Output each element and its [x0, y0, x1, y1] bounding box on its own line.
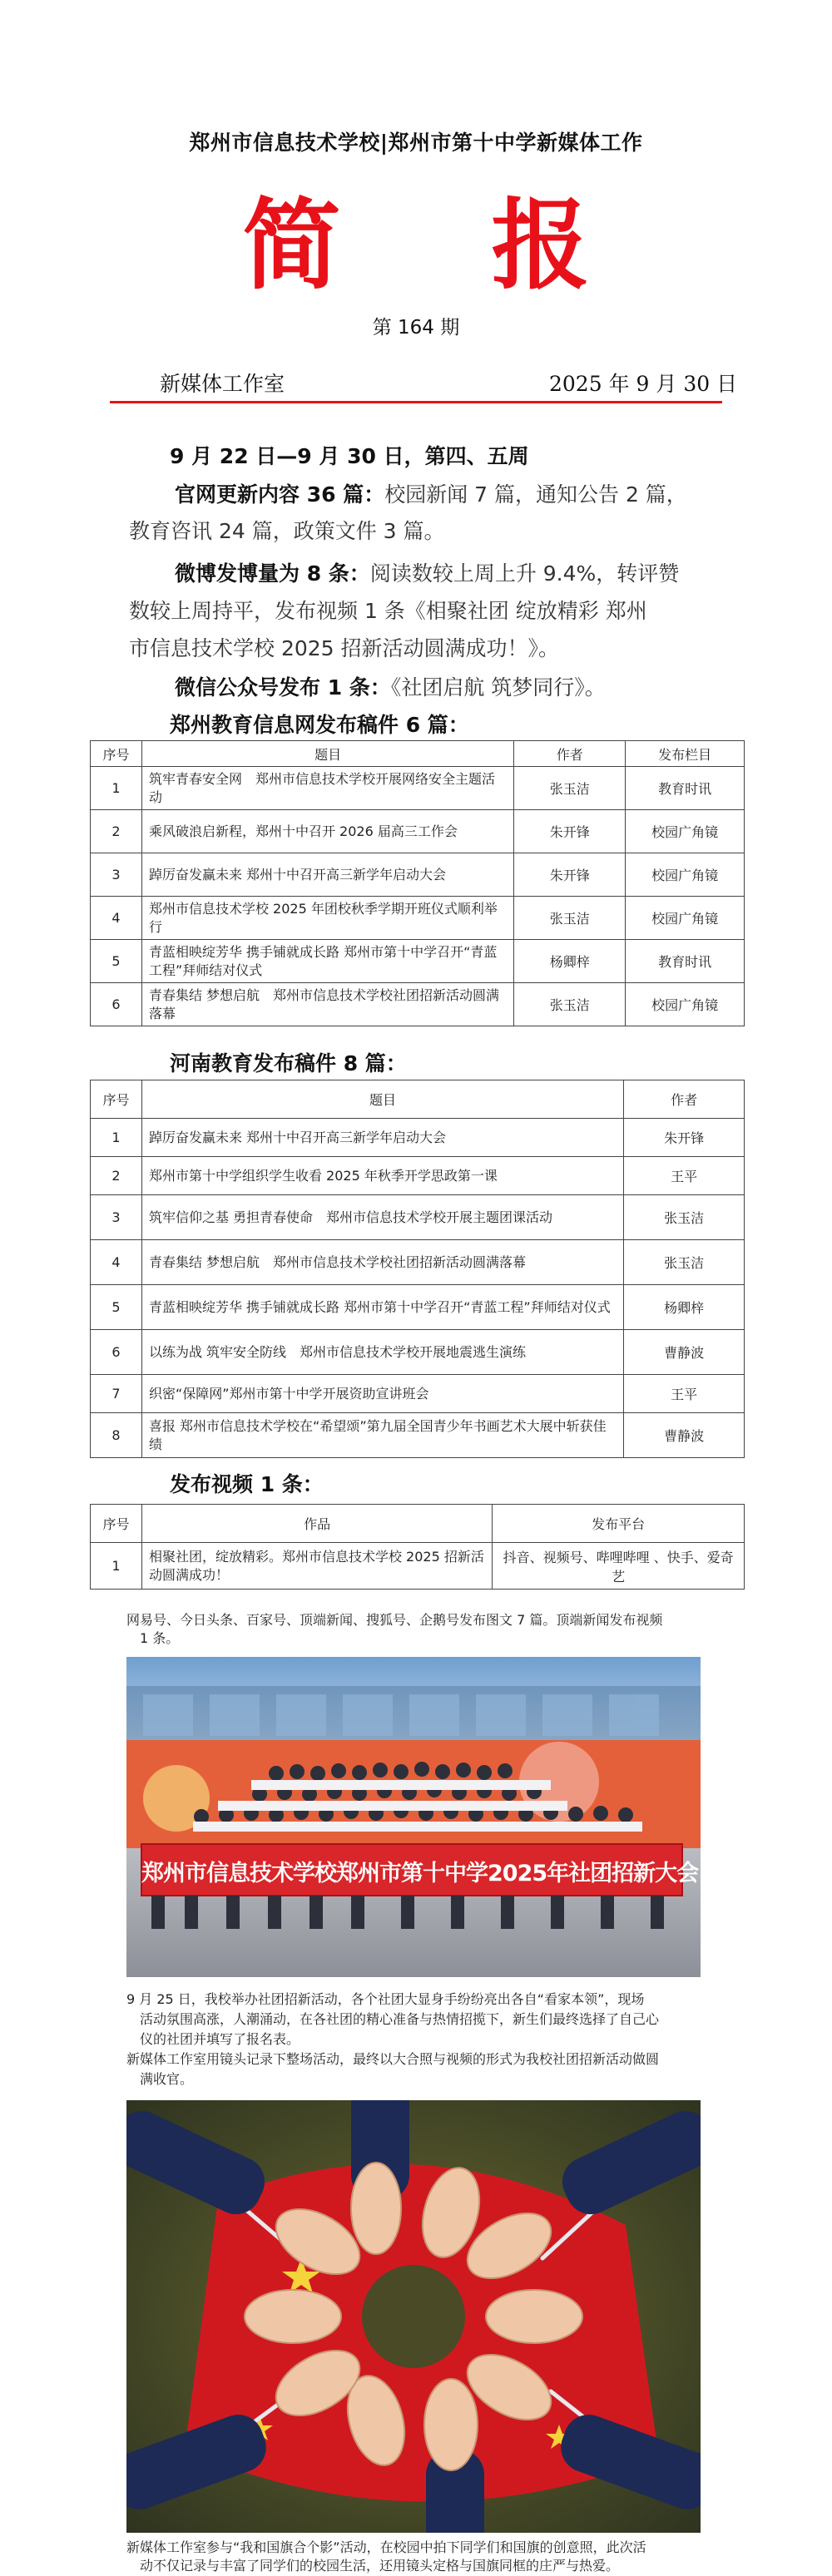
row-author: 王平 — [624, 1157, 745, 1195]
row-title: 织密“保障网”郑州市第十中学开展资助宣讲班会 — [141, 1375, 623, 1413]
flag-hands-photo — [126, 2100, 701, 2533]
org-header: 郑州市信息技术学校|郑州市第十中学新媒体工作 — [189, 131, 643, 155]
row-author: 张玉洁 — [624, 1240, 745, 1285]
group-photo-illustration — [126, 1657, 701, 1977]
header-divider — [110, 401, 722, 403]
section1-table — [90, 740, 745, 1026]
caption1-line-5: 满收官。 — [140, 2071, 194, 2087]
row-number: 7 — [91, 1375, 142, 1413]
caption1-line-3: 仪的社团并填写了报名表。 — [140, 2031, 300, 2047]
table-row — [91, 1119, 745, 1157]
period-line: 9 月 22 日—9 月 30 日，第四、五周 — [170, 444, 529, 468]
row-title: 青春集结 梦想启航 郑州市信息技术学校社团招新活动圆满落幕 — [141, 1240, 623, 1285]
table-row — [91, 940, 745, 983]
row-column: 校园广角镜 — [626, 983, 745, 1026]
bulletin-title: 简 报 — [242, 187, 648, 303]
website-text-1: 校园新闻 7 篇，通知公告 2 篇， — [384, 482, 687, 507]
row-column: 教育时讯 — [626, 767, 745, 810]
row-title: 筑牢信仰之基 勇担青春使命 郑州市信息技术学校开展主题团课活动 — [141, 1195, 623, 1240]
row-number: 5 — [91, 1285, 142, 1330]
wechat-label: 微信公众号发布 1 条： — [175, 675, 391, 700]
table-row — [91, 1195, 745, 1240]
row-number: 6 — [91, 983, 142, 1026]
banner-text: 郑州市信息技术学校郑州市第十中学2025年社团招新大会 — [141, 1861, 699, 1886]
platforms-note-2: 1 条。 — [140, 1630, 180, 1646]
row-number: 4 — [91, 897, 142, 940]
row-title: 踔厉奋发赢未来 郑州十中召开高三新学年启动大会 — [141, 853, 513, 897]
row-column: 教育时讯 — [626, 940, 745, 983]
table-row — [91, 1413, 745, 1458]
weibo-text-2: 数较上周持平，发布视频 1 条《相聚社团 绽放精彩 郑州 — [129, 599, 647, 623]
issue-number: 第 164 期 — [372, 317, 460, 339]
table-header-row — [91, 1080, 745, 1119]
table-row — [91, 1240, 745, 1285]
row-title: 筑牢青春安全网 郑州市信息技术学校开展网络安全主题活动 — [141, 767, 513, 810]
table-header-row — [91, 741, 745, 767]
row-column: 校园广角镜 — [626, 810, 745, 853]
row-title: 郑州市第十中学组织学生收看 2025 年秋季开学思政第一课 — [141, 1157, 623, 1195]
row-number: 1 — [91, 767, 142, 810]
row-title: 青蓝相映绽芳华 携手铺就成长路 郑州市第十中学召开“青蓝工程”拜师结对仪式 — [141, 940, 513, 983]
col-header: 发布栏目 — [626, 741, 745, 767]
weibo-text-1: 阅读数较上周上升 9.4%，转评赞 — [369, 561, 680, 586]
col-header: 发布平台 — [493, 1505, 745, 1543]
weibo-label: 微博发博量为 8 条： — [175, 561, 370, 586]
row-title: 踔厉奋发赢未来 郑州十中召开高三新学年启动大会 — [141, 1119, 623, 1157]
table-row — [91, 1375, 745, 1413]
row-number: 6 — [91, 1330, 142, 1375]
section3-table — [90, 1504, 745, 1590]
row-author: 朱开锋 — [624, 1119, 745, 1157]
row-title: 青蓝相映绽芳华 携手铺就成长路 郑州市第十中学召开“青蓝工程”拜师结对仪式 — [141, 1285, 623, 1330]
row-author: 曹静波 — [624, 1413, 745, 1458]
row-author: 张玉洁 — [514, 983, 626, 1026]
section3-heading: 发布视频 1 条： — [170, 1472, 324, 1496]
table-row — [91, 983, 745, 1026]
table-row — [91, 810, 745, 853]
caption1-line-1: 9 月 25 日，我校举办社团招新活动，各个社团大显身手纷纷亮出各自“看家本领”，现场 — [126, 1991, 645, 2007]
table-row — [91, 1157, 745, 1195]
section1-heading: 郑州教育信息网发布稿件 6 篇： — [170, 713, 469, 737]
row-number: 4 — [91, 1240, 142, 1285]
row-title: 郑州市信息技术学校 2025 年团校秋季学期开班仪式顺利举行 — [141, 897, 513, 940]
row-number: 8 — [91, 1413, 142, 1458]
col-header: 序号 — [91, 1080, 142, 1119]
website-summary — [175, 481, 687, 509]
flag-hands-illustration — [126, 2100, 701, 2533]
col-header: 作者 — [624, 1080, 745, 1119]
row-number: 3 — [91, 853, 142, 897]
website-text-2: 教育咨讯 24 篇，政策文件 3 篇。 — [129, 519, 445, 543]
caption1-line-2: 活动氛围高涨，人潮涌动，在各社团的精心准备与热情招揽下，新生们最终选择了自己心 — [140, 2011, 660, 2027]
col-header: 作者 — [514, 741, 626, 767]
row-number: 2 — [91, 1157, 142, 1195]
row-title: 以练为战 筑牢安全防线 郑州市信息技术学校开展地震逃生演练 — [141, 1330, 623, 1375]
wechat-summary — [175, 674, 606, 702]
table-row — [91, 1330, 745, 1375]
row-title: 喜报 郑州市信息技术学校在“希望颂”第九届全国青少年书画艺术大展中斩获佳绩 — [141, 1413, 623, 1458]
table-row — [91, 853, 745, 897]
col-header: 序号 — [91, 741, 142, 767]
section2-table — [90, 1080, 745, 1458]
table-row — [91, 767, 745, 810]
row-author: 张玉洁 — [624, 1195, 745, 1240]
caption2-line-1: 新媒体工作室参与“我和国旗合个影”活动，在校园中拍下同学们和国旗的创意照，此次活 — [126, 2539, 646, 2555]
platforms-note-1: 网易号、今日头条、百家号、顶端新闻、搜狐号、企鹅号发布图文 7 篇。顶端新闻发布视频 — [126, 1612, 663, 1628]
col-header: 作品 — [141, 1505, 492, 1543]
publish-date: 2025 年 9 月 30 日 — [549, 372, 738, 396]
row-author: 张玉洁 — [514, 897, 626, 940]
row-number: 1 — [91, 1543, 142, 1590]
row-author: 朱开锋 — [514, 853, 626, 897]
col-header: 题目 — [141, 741, 513, 767]
row-column: 校园广角镜 — [626, 897, 745, 940]
col-header: 题目 — [141, 1080, 623, 1119]
row-platform: 抖音、视频号、哔哩哔哩 、快手、爱奇艺 — [493, 1543, 745, 1590]
row-number: 2 — [91, 810, 142, 853]
row-author: 曹静波 — [624, 1330, 745, 1375]
caption2-line-2: 动不仅记录与丰富了同学们的校园生活，还用镜头定格与国旗同框的庄严与热爱。 — [140, 2558, 620, 2574]
caption1-line-4: 新媒体工作室用镜头记录下整场活动，最终以大合照与视频的形式为我校社团招新活动做圆 — [126, 2051, 660, 2067]
section2-heading: 河南教育发布稿件 8 篇： — [170, 1051, 407, 1075]
office-name: 新媒体工作室 — [160, 372, 285, 396]
table-header-row — [91, 1505, 745, 1543]
row-title: 乘风破浪启新程，郑州十中召开 2026 届高三工作会 — [141, 810, 513, 853]
wechat-text: 《社团启航 筑梦同行》。 — [390, 675, 606, 700]
website-label: 官网更新内容 36 篇： — [175, 482, 385, 507]
weibo-summary — [175, 560, 679, 588]
row-author: 杨卿梓 — [624, 1285, 745, 1330]
row-author: 王平 — [624, 1375, 745, 1413]
weibo-text-3: 市信息技术学校 2025 招新活动圆满成功！》。 — [129, 636, 560, 660]
row-column: 校园广角镜 — [626, 853, 745, 897]
row-number: 3 — [91, 1195, 142, 1240]
row-author: 张玉洁 — [514, 767, 626, 810]
col-header: 序号 — [91, 1505, 142, 1543]
row-number: 5 — [91, 940, 142, 983]
row-title: 青春集结 梦想启航 郑州市信息技术学校社团招新活动圆满落幕 — [141, 983, 513, 1026]
table-row — [91, 897, 745, 940]
row-title: 相聚社团，绽放精彩。郑州市信息技术学校 2025 招新活动圆满成功！ — [141, 1543, 492, 1590]
row-author: 朱开锋 — [514, 810, 626, 853]
row-number: 1 — [91, 1119, 142, 1157]
group-photo — [126, 1657, 701, 1977]
table-row — [91, 1543, 745, 1590]
table-row — [91, 1285, 745, 1330]
row-author: 杨卿梓 — [514, 940, 626, 983]
